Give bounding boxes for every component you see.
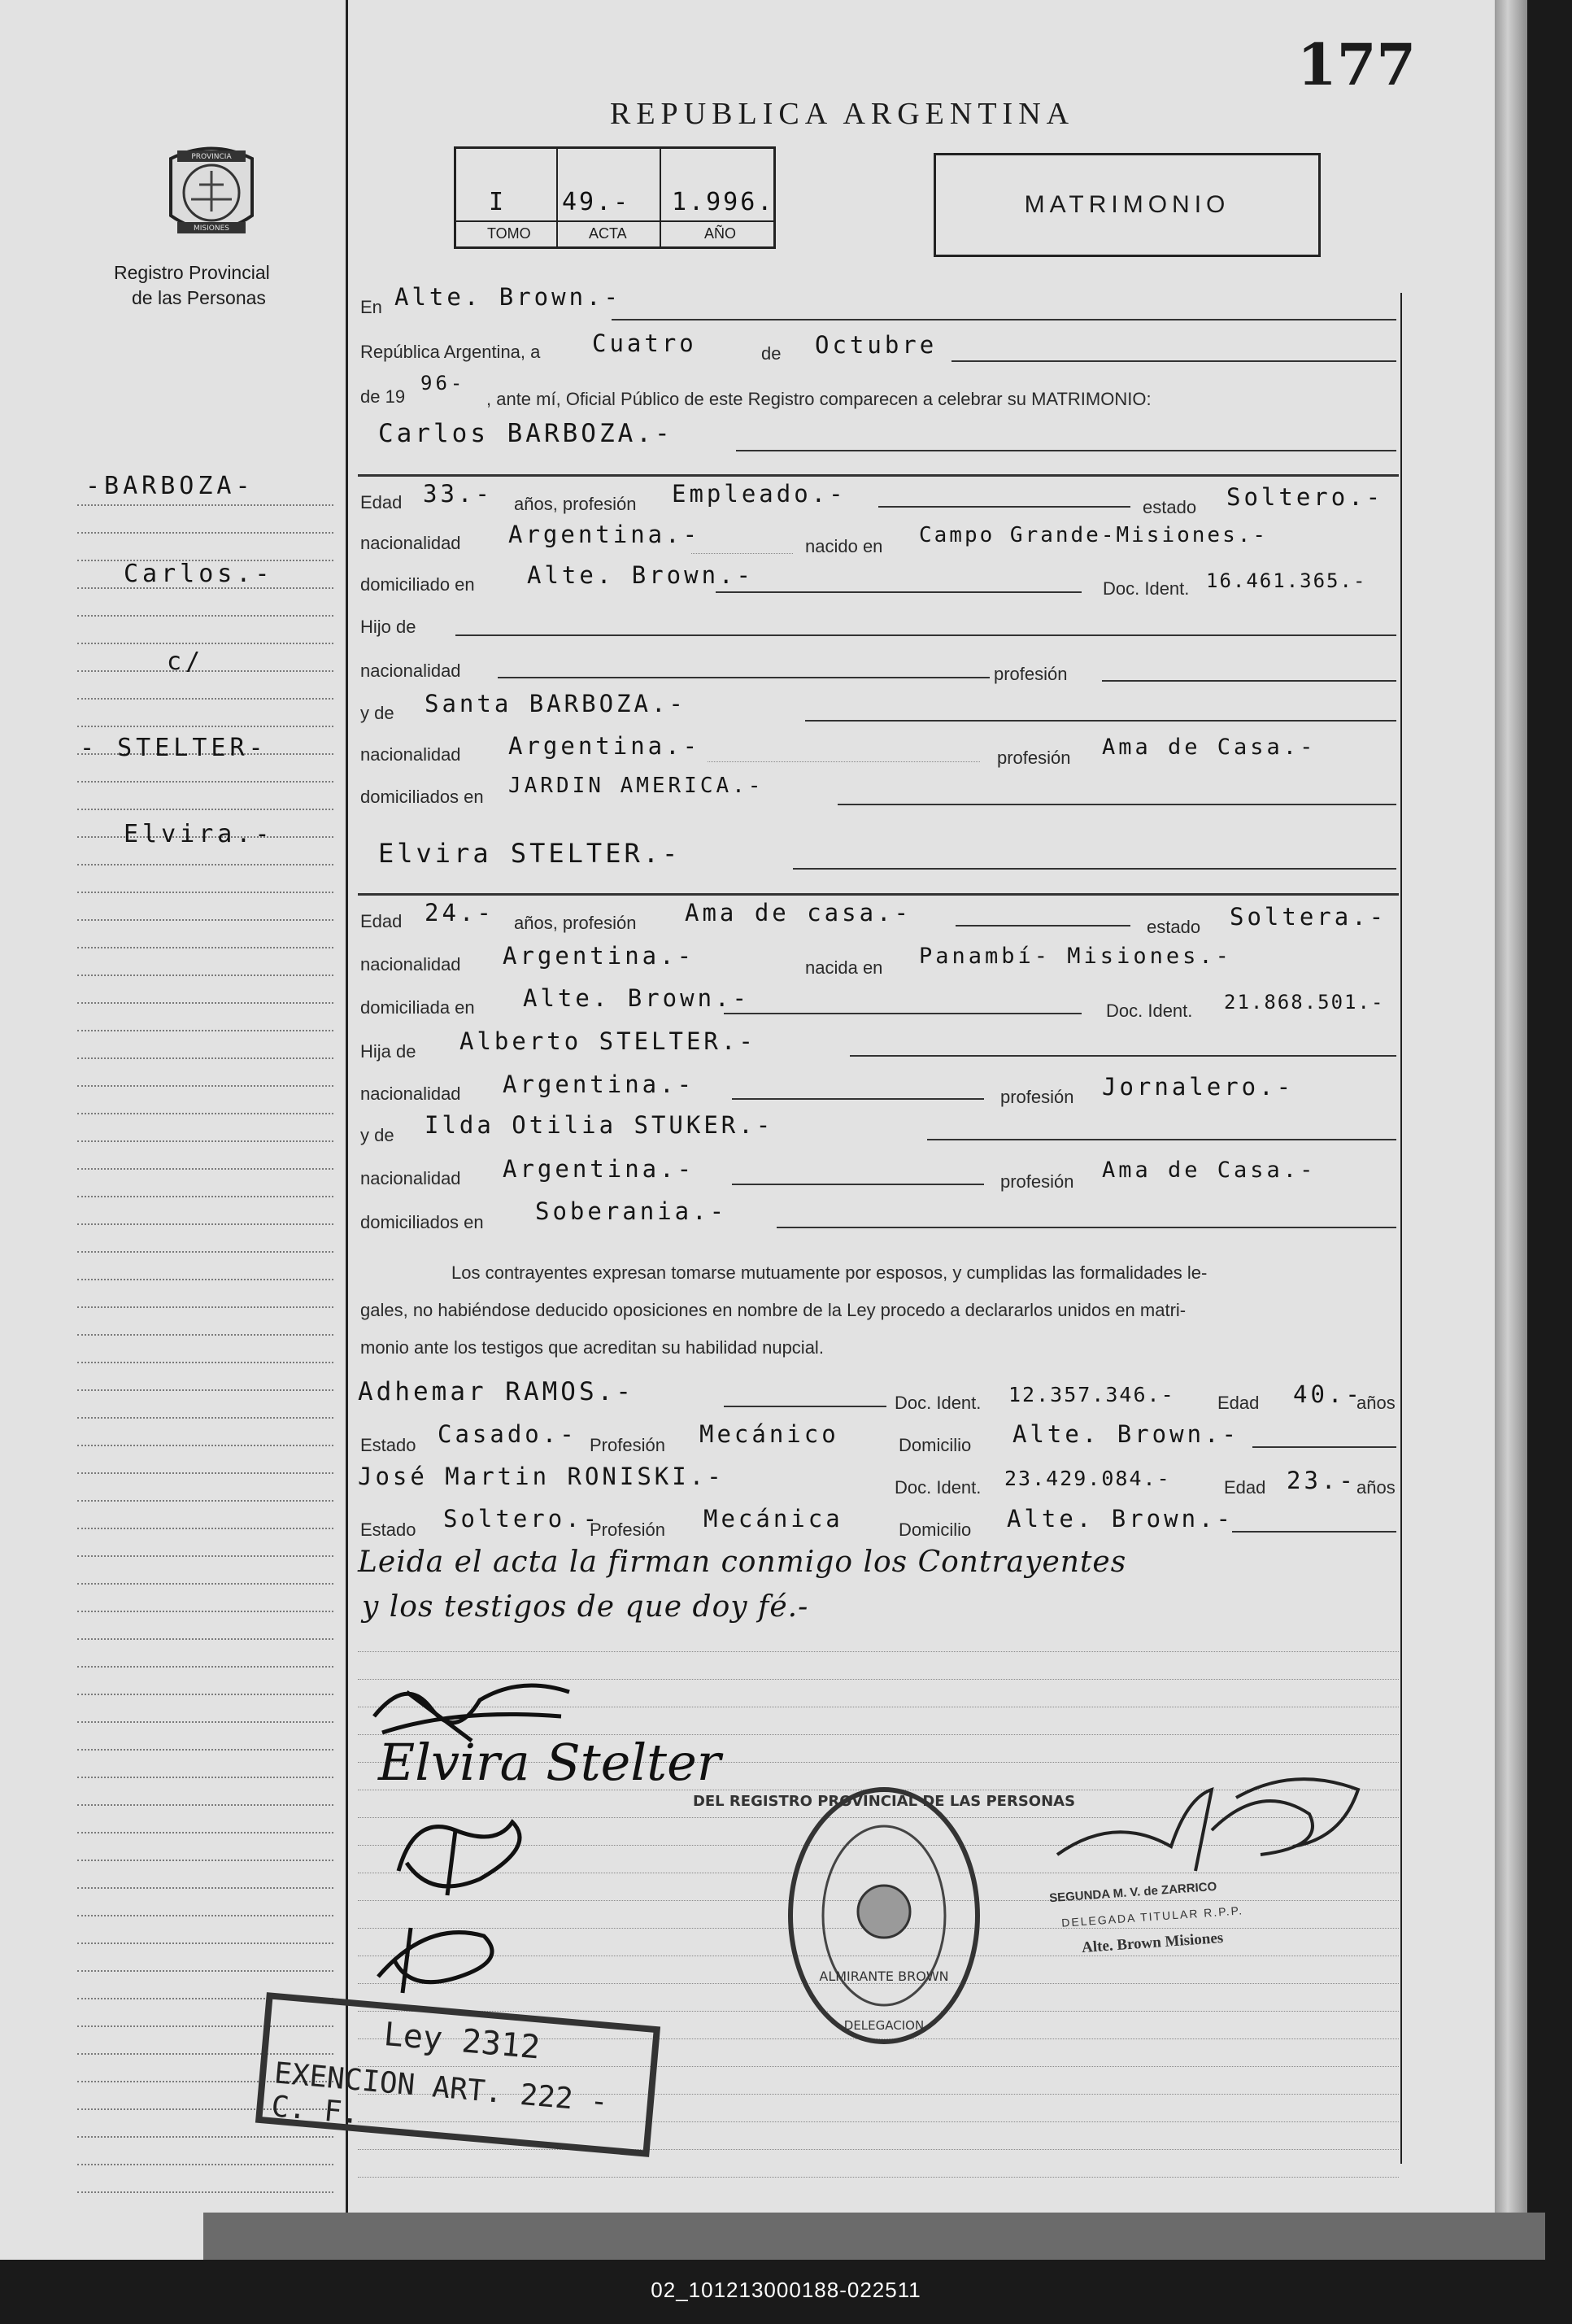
margin-ruled-line bbox=[77, 919, 333, 921]
de-label: de bbox=[761, 343, 782, 364]
margin-bride-surname: - STELTER- bbox=[80, 734, 268, 762]
bride-father-profession-label: profesión bbox=[1000, 1087, 1074, 1107]
bride-estado: Soltera.- bbox=[1230, 903, 1387, 931]
declaration-line2: gales, no habiéndose deducido oposiciones en nombre de la Ley procedo a declararlos unidos en matri- bbox=[360, 1300, 1187, 1320]
witness1-estado-label: Estado bbox=[360, 1435, 416, 1455]
bride-doc: 21.868.501.- bbox=[1224, 991, 1385, 1014]
margin-ruled-line bbox=[77, 947, 333, 948]
margin-ruled-line bbox=[77, 1804, 333, 1806]
witness2-domicile-label: Domicilio bbox=[899, 1520, 972, 1540]
margin-ruled-line bbox=[77, 975, 333, 976]
groom-full-name: Carlos BARBOZA.- bbox=[378, 419, 673, 448]
volume-box bbox=[454, 146, 776, 249]
margin-ruled-line bbox=[77, 1279, 333, 1280]
witness2-age: 23.- bbox=[1287, 1467, 1356, 1494]
bride-parents-domicile-label: domiciliados en bbox=[360, 1212, 484, 1232]
marriage-day: Cuatro bbox=[592, 329, 697, 357]
groom-father-label: Hijo de bbox=[360, 617, 416, 637]
ano-value: 1.996. bbox=[672, 188, 775, 216]
republica-label: República Argentina, a bbox=[360, 342, 541, 362]
province-seal-icon bbox=[155, 134, 268, 248]
acta-value: 49.- bbox=[562, 188, 631, 216]
witness2-name: José Martin RONISKI.- bbox=[358, 1463, 725, 1490]
margin-ruled-line bbox=[77, 1777, 333, 1778]
margin-ruled-line bbox=[77, 1583, 333, 1585]
record-type: MATRIMONIO bbox=[1024, 191, 1230, 218]
groom-parents-domicile-label: domiciliados en bbox=[360, 787, 484, 807]
witness1-anos-label: años bbox=[1356, 1393, 1396, 1413]
margin-ruled-line bbox=[77, 1417, 333, 1419]
official-stamp-line1: SEGUNDA M. V. de ZARRICO bbox=[1048, 1879, 1217, 1906]
groom-father-nationality-label: nacionalidad bbox=[360, 661, 461, 681]
witness1-estado: Casado.- bbox=[438, 1420, 577, 1448]
bride-profession-label: años, profesión bbox=[514, 913, 637, 933]
margin-groom-given: Carlos.- bbox=[124, 560, 274, 588]
round-stamp-arc: DEL REGISTRO PROVINCIAL DE LAS PERSONAS bbox=[692, 1793, 1076, 1810]
groom-profession: Empleado.- bbox=[672, 480, 847, 508]
groom-father-profession-label: profesión bbox=[994, 664, 1068, 684]
groom-nationality-label: nacionalidad bbox=[360, 533, 461, 553]
bride-mother-profession: Ama de Casa.- bbox=[1102, 1158, 1317, 1183]
margin-ruled-line bbox=[77, 504, 333, 506]
margin-ruled-line bbox=[77, 1085, 333, 1087]
bride-birthplace: Panambí- Misiones.- bbox=[919, 944, 1232, 969]
witness2-estado: Soltero.- bbox=[443, 1505, 601, 1533]
round-stamp-inner: ALMIRANTE BROWN bbox=[819, 1969, 949, 1984]
bride-father-nationality-label: nacionalidad bbox=[360, 1084, 461, 1104]
bride-profession: Ama de casa.- bbox=[685, 899, 912, 927]
official-stamp-line2: DELEGADA TITULAR R.P.P. bbox=[1060, 1903, 1244, 1929]
seal-arc-bottom: MISIONES bbox=[193, 225, 230, 233]
body-ruled-line bbox=[358, 2149, 1399, 2150]
margin-ruled-line bbox=[77, 1057, 333, 1059]
page-number: 177 bbox=[1297, 31, 1417, 98]
margin-rule bbox=[346, 0, 348, 2213]
bride-father-profession: Jornalero.- bbox=[1102, 1073, 1295, 1101]
groom-mother-label: y de bbox=[360, 703, 394, 723]
margin-ruled-line bbox=[77, 1030, 333, 1031]
witness2-profession: Mecánica bbox=[703, 1505, 843, 1533]
groom-estado-label: estado bbox=[1143, 497, 1197, 517]
witness2-age-label: Edad bbox=[1224, 1477, 1266, 1498]
groom-birthplace: Campo Grande-Misiones.- bbox=[919, 523, 1269, 547]
exemption-stamp-line1: Ley 2312 bbox=[381, 2015, 542, 2067]
witness2-doc-label: Doc. Ident. bbox=[895, 1477, 982, 1498]
groom-mother-profession-label: profesión bbox=[997, 748, 1071, 768]
declaration-line1: Los contrayentes expresan tomarse mutuamente por esposos, y cumplidas las formalidades le- bbox=[451, 1262, 1208, 1283]
witness1-name: Adhemar RAMOS.- bbox=[358, 1377, 634, 1406]
margin-ruled-line bbox=[77, 2136, 333, 2138]
declaration-line3: monio ante los testigos que acreditan su habilidad nupcial. bbox=[360, 1337, 824, 1358]
margin-ruled-line bbox=[77, 726, 333, 727]
margin-ruled-line bbox=[77, 1140, 333, 1142]
witness2-domicile: Alte. Brown.- bbox=[1007, 1505, 1234, 1533]
bride-mother-nationality-label: nacionalidad bbox=[360, 1168, 461, 1188]
witness1-doc: 12.357.346.- bbox=[1008, 1383, 1175, 1406]
year-suffix: 96- bbox=[420, 372, 466, 395]
registry-name-line1: Registro Provincial bbox=[114, 262, 270, 283]
margin-ruled-line bbox=[77, 1196, 333, 1197]
margin-ruled-line bbox=[77, 1389, 333, 1391]
book-binding-edge bbox=[1495, 0, 1527, 2213]
margin-ruled-line bbox=[77, 864, 333, 866]
body-ruled-line bbox=[358, 1651, 1399, 1652]
bride-doc-label: Doc. Ident. bbox=[1106, 1001, 1193, 1021]
tomo-value: I bbox=[489, 188, 507, 216]
record-type-box bbox=[934, 153, 1321, 257]
witness2-profession-label: Profesión bbox=[590, 1520, 665, 1540]
margin-ruled-line bbox=[77, 1334, 333, 1336]
witness1-profession-label: Profesión bbox=[590, 1435, 665, 1455]
bride-domicile: Alte. Brown.- bbox=[523, 984, 750, 1012]
groom-doc-label: Doc. Ident. bbox=[1103, 578, 1190, 599]
margin-conjunction: c/ bbox=[167, 647, 205, 676]
margin-ruled-line bbox=[77, 1555, 333, 1557]
marriage-place: Alte. Brown.- bbox=[394, 283, 621, 311]
bride-father-label: Hija de bbox=[360, 1041, 416, 1062]
groom-parents-domicile: JARDIN AMERICA.- bbox=[508, 774, 764, 798]
groom-mother-profession: Ama de Casa.- bbox=[1102, 735, 1317, 760]
official-stamp-line3: Alte. Brown Misiones bbox=[1081, 1929, 1224, 1957]
ano-label: AÑO bbox=[704, 225, 737, 242]
intro-text: , ante mí, Oficial Público de este Registro comparecen a celebrar su MATRIMONIO: bbox=[486, 389, 1152, 409]
margin-groom-surname: -BARBOZA- bbox=[85, 472, 255, 500]
groom-mother: Santa BARBOZA.- bbox=[425, 690, 686, 717]
bride-father: Alberto STELTER.- bbox=[459, 1027, 756, 1055]
witness2-anos-label: años bbox=[1356, 1477, 1396, 1498]
bride-mother: Ilda Otilia STUKER.- bbox=[425, 1111, 774, 1139]
margin-ruled-line bbox=[77, 1860, 333, 1861]
closing-line1: Leida el acta la firman conmigo los Contrayentes bbox=[358, 1546, 1127, 1579]
margin-ruled-line bbox=[77, 1223, 333, 1225]
margin-ruled-line bbox=[77, 1445, 333, 1446]
tomo-label: TOMO bbox=[487, 225, 531, 242]
margin-ruled-line bbox=[77, 2191, 333, 2193]
year-prefix: de 19 bbox=[360, 386, 406, 407]
margin-ruled-line bbox=[77, 809, 333, 810]
en-label: En bbox=[360, 297, 382, 317]
margin-ruled-line bbox=[77, 1362, 333, 1363]
margin-ruled-line bbox=[77, 1749, 333, 1751]
seal-arc-top: PROVINCIA bbox=[191, 153, 232, 161]
margin-ruled-line bbox=[77, 1472, 333, 1474]
bride-mother-profession-label: profesión bbox=[1000, 1171, 1074, 1192]
groom-mother-nationality: Argentina.- bbox=[508, 732, 701, 760]
margin-ruled-line bbox=[77, 1970, 333, 1972]
groom-domicile-label: domiciliado en bbox=[360, 574, 475, 595]
margin-ruled-line bbox=[77, 1721, 333, 1723]
margin-ruled-line bbox=[77, 1942, 333, 1944]
margin-ruled-line bbox=[77, 1113, 333, 1114]
bride-full-name: Elvira STELTER.- bbox=[378, 838, 681, 869]
witness1-domicile-label: Domicilio bbox=[899, 1435, 972, 1455]
groom-domicile: Alte. Brown.- bbox=[527, 561, 754, 589]
margin-ruled-line bbox=[77, 1500, 333, 1502]
margin-ruled-line bbox=[77, 1528, 333, 1529]
groom-age: 33.- bbox=[423, 480, 493, 508]
body-ruled-line bbox=[358, 2177, 1399, 2178]
groom-profession-label: años, profesión bbox=[514, 494, 637, 514]
margin-ruled-line bbox=[77, 1306, 333, 1308]
bride-mother-label: y de bbox=[360, 1125, 394, 1145]
bride-father-nationality: Argentina.- bbox=[503, 1070, 695, 1098]
bride-estado-label: estado bbox=[1147, 917, 1201, 937]
margin-ruled-line bbox=[77, 1611, 333, 1612]
bride-birthplace-label: nacida en bbox=[805, 957, 883, 978]
margin-ruled-line bbox=[77, 1666, 333, 1668]
margin-ruled-line bbox=[77, 1887, 333, 1889]
margin-ruled-line bbox=[77, 1832, 333, 1833]
marriage-month: Octubre bbox=[815, 331, 938, 359]
margin-ruled-line bbox=[77, 892, 333, 893]
right-rule bbox=[1400, 293, 1402, 2164]
witness1-age-label: Edad bbox=[1217, 1393, 1260, 1413]
bride-age: 24.- bbox=[425, 899, 494, 927]
closing-line2: y los testigos de que doy fé.- bbox=[362, 1590, 809, 1624]
groom-mother-nationality-label: nacionalidad bbox=[360, 744, 461, 765]
margin-ruled-line bbox=[77, 1002, 333, 1004]
margin-ruled-line bbox=[77, 532, 333, 534]
page-bottom-shadow bbox=[203, 2213, 1545, 2260]
witness2-estado-label: Estado bbox=[360, 1520, 416, 1540]
registry-name-line2: de las Personas bbox=[132, 287, 266, 308]
footer-code: 02_101213000188-022511 bbox=[651, 2278, 921, 2302]
witness1-doc-label: Doc. Ident. bbox=[895, 1393, 982, 1413]
witness1-domicile: Alte. Brown.- bbox=[1012, 1420, 1239, 1448]
witness1-profession: Mecánico bbox=[699, 1420, 839, 1448]
bride-parents-domicile: Soberania.- bbox=[535, 1197, 728, 1225]
registry-round-stamp bbox=[692, 1781, 1076, 2050]
header-title: REPUBLICA ARGENTINA bbox=[610, 97, 1075, 131]
margin-ruled-line bbox=[77, 643, 333, 644]
acta-label: ACTA bbox=[589, 225, 627, 242]
bride-nationality-label: nacionalidad bbox=[360, 954, 461, 975]
exemption-stamp-line2: EXENCION ART. 222 - C. F. bbox=[269, 2056, 610, 2131]
groom-estado: Soltero.- bbox=[1226, 483, 1384, 511]
witness-signature-2 bbox=[382, 1798, 561, 1908]
bride-nationality: Argentina.- bbox=[503, 942, 695, 970]
bride-mother-nationality: Argentina.- bbox=[503, 1155, 695, 1183]
margin-ruled-line bbox=[77, 2164, 333, 2165]
margin-ruled-line bbox=[77, 615, 333, 617]
groom-nationality: Argentina.- bbox=[508, 521, 701, 548]
bride-signature: Elvira Stelter bbox=[378, 1733, 721, 1792]
margin-bride-given: Elvira.- bbox=[124, 820, 274, 848]
margin-ruled-line bbox=[77, 1694, 333, 1695]
margin-ruled-line bbox=[77, 698, 333, 700]
groom-age-label: Edad bbox=[360, 492, 403, 512]
round-stamp-side: DELEGACION bbox=[843, 2018, 925, 2033]
witness-signature-3 bbox=[362, 1903, 525, 2005]
margin-ruled-line bbox=[77, 1251, 333, 1253]
witness2-doc: 23.429.084.- bbox=[1004, 1467, 1171, 1490]
witness1-age: 40.- bbox=[1293, 1380, 1363, 1408]
groom-birthplace-label: nacido en bbox=[805, 536, 883, 556]
margin-ruled-line bbox=[77, 1638, 333, 1640]
bride-domicile-label: domiciliada en bbox=[360, 997, 475, 1018]
exemption-stamp bbox=[255, 1992, 660, 2157]
groom-doc: 16.461.365.- bbox=[1206, 569, 1367, 592]
margin-ruled-line bbox=[77, 1915, 333, 1916]
margin-ruled-line bbox=[77, 670, 333, 672]
bride-age-label: Edad bbox=[360, 911, 403, 931]
margin-ruled-line bbox=[77, 781, 333, 783]
margin-ruled-line bbox=[77, 1168, 333, 1170]
